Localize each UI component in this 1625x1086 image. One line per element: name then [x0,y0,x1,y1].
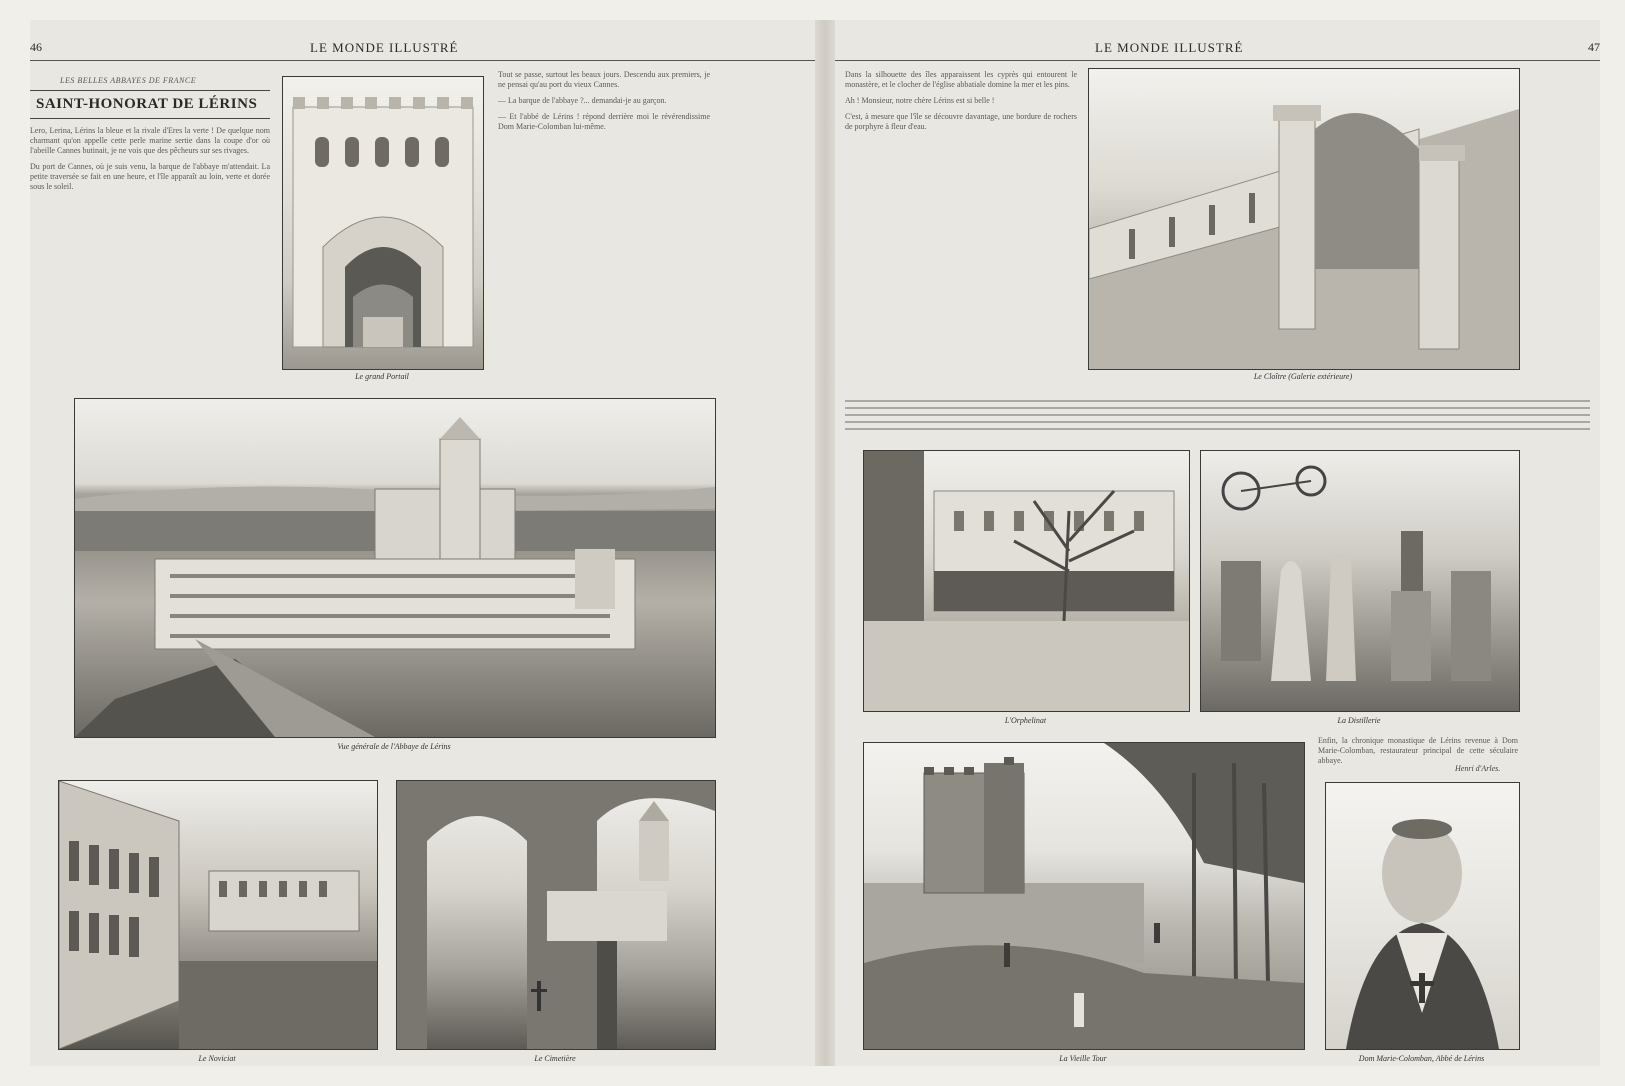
photo-caption: Vue générale de l'Abbaye de Lérins [337,742,451,751]
paragraph: C'est, à mesure que l'île se découvre davantage, une bordure de rochers de porphyre à fleur d'eau. [845,112,1077,131]
page-number: 47 [1588,40,1600,54]
photo-caption: L'Orphelinat [1004,716,1047,725]
photo-distillerie [1200,450,1520,712]
left-page-header [30,40,815,62]
cimetiere-illustration [397,781,715,1049]
paragraph: Dans la silhouette des îles apparaissent les cyprès qui entourent le monastère, et le clocher de l'église abbatiale domine la mer et les pins. [845,70,1077,89]
photo-caption: Le Cloître (Galerie extérieure) [1253,372,1353,381]
right-page [835,20,1600,1066]
abbey-illustration [75,399,715,737]
photo-caption: La Distillerie [1337,716,1381,725]
article-column-1 [30,126,270,376]
photo-abbe [1325,782,1520,1050]
abbe-portrait-illustration [1326,783,1519,1049]
paragraph: Lero, Lerina, Lérins la bleue et la rivale d'Eres la verte ! De quelque nom charmant qu'on appelle cette perle marine sertie dans la coupe d'or où l'abeille Cannes butinait, je ne vois que des pêcheurs sur ses rivages. [30,126,270,155]
header-rule [835,60,1600,61]
noviciat-illustration [59,781,377,1049]
page-number: 46 [30,40,42,54]
paragraph: Du port de Cannes, où je suis venu, la barque de l'abbaye m'attendait. La petite traversée se fait en une heure, et l'île apparaît au loin, verte et dorée sous le soleil. [30,162,270,191]
photo-caption: La Vieille Tour [1059,1054,1107,1063]
header-rule [30,60,815,61]
author-signature: Henri d'Arles. [1455,764,1501,773]
photo-grand-portail [282,76,484,370]
distillerie-illustration [1201,451,1519,711]
title-rule [30,90,270,91]
photo-caption: Le Noviciat [198,1054,236,1063]
title-rule [30,118,270,119]
vieille-tour-illustration [864,743,1304,1049]
right-page-header [835,40,1600,62]
photo-noviciat [58,780,378,1050]
text-lines [845,400,1590,442]
article-column-3 [845,70,1077,430]
paragraph: Ah ! Monsieur, notre chère Lérins est si belle ! [845,96,995,105]
photo-vue-generale [74,398,716,738]
cloitre-illustration [1089,69,1519,369]
orphelinat-illustration [864,451,1189,711]
photo-cloitre [1088,68,1520,370]
photo-caption: Le Cimetière [534,1054,576,1063]
series-kicker: LES BELLES ABBAYES DE FRANCE [60,76,197,85]
left-page [30,20,815,1066]
paragraph: Enfin, la chronique monastique de Lérins revenue à Dom Marie-Colomban, restaurateur principal de cette séculaire abbaye. [1318,736,1518,765]
photo-caption: Le grand Portail [355,372,409,381]
portal-illustration [283,77,483,369]
photo-caption: Dom Marie-Colomban, Abbé de Lérins [1358,1054,1485,1063]
running-head: LE MONDE ILLUSTRÉ [1095,40,1244,55]
photo-orphelinat [863,450,1190,712]
article-title: SAINT-HONORAT DE LÉRINS [36,96,258,112]
photo-cimetiere [396,780,716,1050]
center-gutter [815,20,835,1066]
article-text-strip [845,400,1590,442]
paragraph: Tout se passe, surtout les beaux jours. Descendu aux premiers, je ne pensai qu'au port du vieux Cannes. [498,70,710,89]
paragraph: — La barque de l'abbaye ?... demandai-je au garçon. [498,96,667,105]
paragraph: — Et l'abbé de Lérins ! répond derrière moi le révérendissime Dom Marie-Colomban lui-même. [498,112,710,131]
article-column-2 [498,70,710,400]
photo-vieille-tour [863,742,1305,1050]
running-head: LE MONDE ILLUSTRÉ [310,40,459,55]
